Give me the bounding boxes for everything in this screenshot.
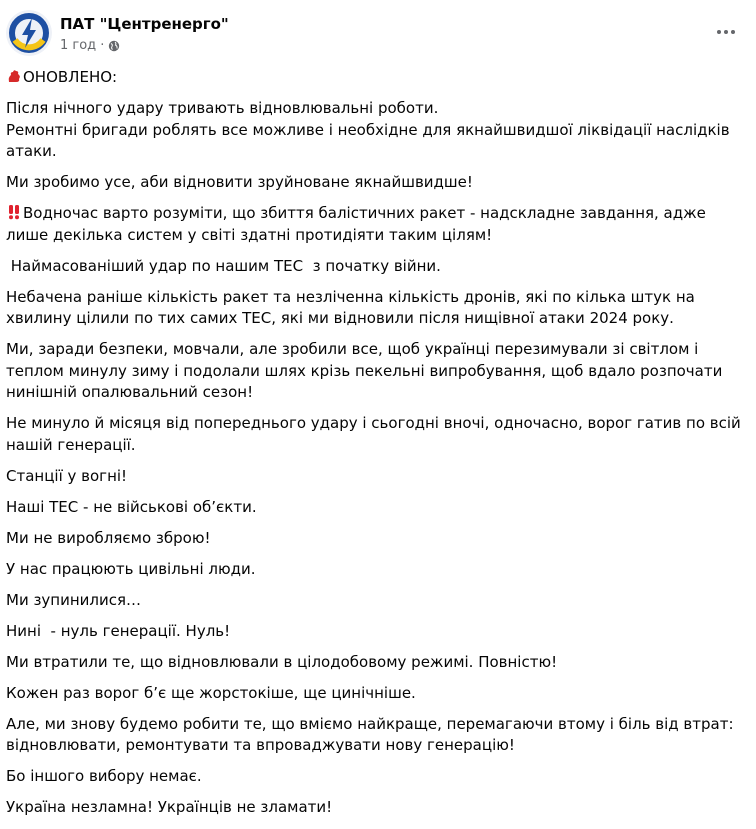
paragraph-line: Україна незламна! Українців не зламати! <box>6 798 333 816</box>
post-paragraph <box>6 203 746 246</box>
post-paragraph <box>6 339 746 404</box>
post-header <box>6 10 746 60</box>
paragraph-line: Бо іншого вибору немає. <box>6 767 202 785</box>
paragraph-line: Ми не виробляємо зброю! <box>6 528 211 547</box>
centrenergo-logo-icon <box>6 10 52 56</box>
more-options-button[interactable] <box>710 22 742 42</box>
paragraph-line: Ми зробимо усе, аби відновити зруйноване якнайшвидше! <box>6 173 473 191</box>
paragraph-line: Нині - нуль генерації. Нуль! <box>6 621 231 640</box>
paragraph-line: Небачена раніше кількість ракет та незліченна кількість дронів, які по кілька штук на хвилину цілили по тих самих ТЕС, які ми відновили після нищівної атаки 2024 року. <box>6 287 700 327</box>
paragraph-line: Не минуло й місяця від попереднього удару і сьогодні вночі, одночасно, ворог гатив по всій нашій генерації. <box>6 414 746 454</box>
post-paragraph <box>6 256 746 278</box>
post-paragraph <box>6 766 746 788</box>
paragraph-line: Кожен раз ворог б’є ще жорстокіше, ще цинічніше. <box>6 683 416 702</box>
post-paragraph <box>6 797 746 819</box>
post-paragraph <box>6 714 746 757</box>
post-paragraph <box>6 652 746 674</box>
paragraph-line: Ми, заради безпеки, мовчали, але зробили все, щоб українці перезимували зі світлом і теплом минулу зиму і подолали шлях крізь пекельні випробування, щоб вдало розпочати нинішній опалювальний сезон! <box>6 340 728 401</box>
post-paragraph <box>6 621 746 643</box>
paragraph-line: Але, ми знову будемо робити те, що вміємо найкраще, перемагаючи втому і біль від втрат: відновлювати, ремонтувати та впроваджувати нову генерацію! <box>6 714 739 754</box>
post-paragraph <box>6 172 746 194</box>
globe-icon[interactable] <box>108 40 120 52</box>
post-paragraph <box>6 590 746 612</box>
post-body <box>6 67 746 828</box>
paragraph-line: Ми зупинилися… <box>6 590 142 609</box>
post-paragraph <box>6 98 746 163</box>
post-paragraph <box>6 683 746 705</box>
red-blob-icon <box>6 68 22 84</box>
post-paragraph <box>6 497 746 519</box>
paragraph-line: ОНОВЛЕНО: <box>23 68 118 86</box>
page-avatar[interactable] <box>6 10 52 56</box>
meta-separator: · <box>100 38 105 53</box>
paragraph-line: Наші ТЕС - не військові об’єкти. <box>6 497 257 516</box>
paragraph-line: У нас працюють цивільні люди. <box>6 559 256 578</box>
post-paragraph <box>6 287 746 330</box>
paragraph-line: Ми втратили те, що відновлювали в цілодобовому режимі. Повністю! <box>6 652 558 671</box>
post-paragraph <box>6 466 746 488</box>
paragraph-line: Ремонтні бригади роблять все можливе і необхідне для якнайшвидшої ліквідації наслідків атаки. <box>6 120 735 160</box>
double-exclamation-icon <box>6 204 22 220</box>
post-paragraph <box>6 413 746 456</box>
more-options-icon <box>716 29 736 35</box>
post-time[interactable]: 1 год <box>60 38 97 53</box>
post-paragraph <box>6 67 746 89</box>
post-meta <box>60 38 120 53</box>
paragraph-line: Після нічного удару тривають відновлювальні роботи. <box>6 99 439 117</box>
post-paragraph <box>6 528 746 550</box>
post-paragraph <box>6 559 746 581</box>
paragraph-line: Водночас варто розуміти, що збиття балістичних ракет - надскладне завдання, адже лише декілька систем у світі здатні протидіяти таким цілям! <box>6 204 711 244</box>
page-name[interactable]: ПАТ "Центренерго" <box>60 15 229 33</box>
paragraph-line: Станції у вогні! <box>6 466 128 485</box>
paragraph-line: Наймасованіший удар по нашим ТЕС з початку війни. <box>6 256 441 275</box>
